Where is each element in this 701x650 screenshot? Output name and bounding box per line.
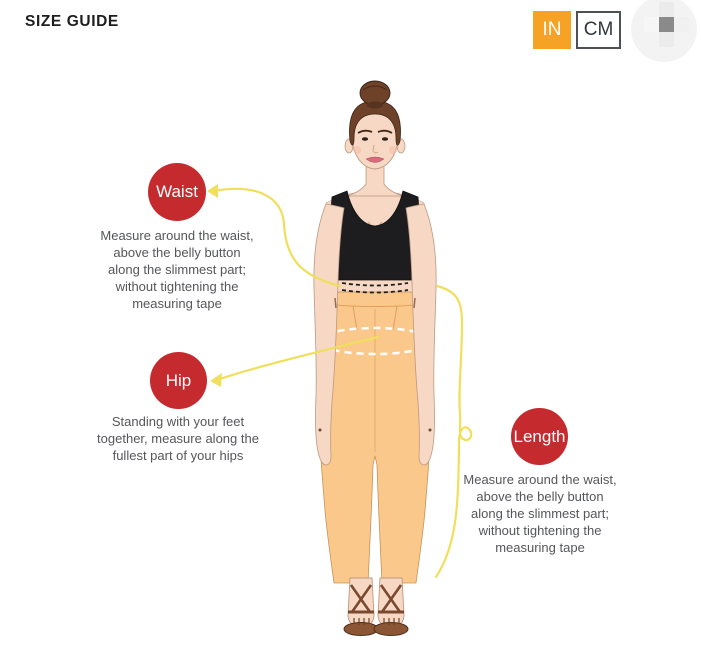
head [345, 81, 405, 169]
length-label-bubble [511, 408, 568, 465]
waist-label: Waist [156, 182, 198, 201]
hair-bun [360, 81, 390, 105]
hip-arrow [210, 373, 222, 387]
waist-arrow [207, 184, 218, 198]
hip-description: Standing with your feet together, measure along the fullest part of your hips [97, 414, 259, 463]
waist-description: Measure around the waist, above the belly button along the slimmest part; without tightening the measuring tape [100, 228, 254, 311]
blush [389, 146, 397, 154]
feet-sandals [344, 578, 408, 636]
eye [362, 137, 368, 141]
eye [382, 137, 388, 141]
hip-label: Hip [165, 370, 192, 390]
unit-in-button[interactable]: IN [533, 11, 571, 49]
length-label: Length [513, 426, 566, 446]
waist-label-bubble [148, 163, 206, 221]
length-description: Measure around the waist, above the belly button along the slimmest part; without tightening the measuring tape [463, 472, 617, 555]
unit-cm-button[interactable]: CM [576, 11, 621, 49]
hip-label-bubble [150, 352, 207, 409]
blush [353, 146, 361, 154]
page-title: SIZE GUIDE [25, 13, 119, 30]
